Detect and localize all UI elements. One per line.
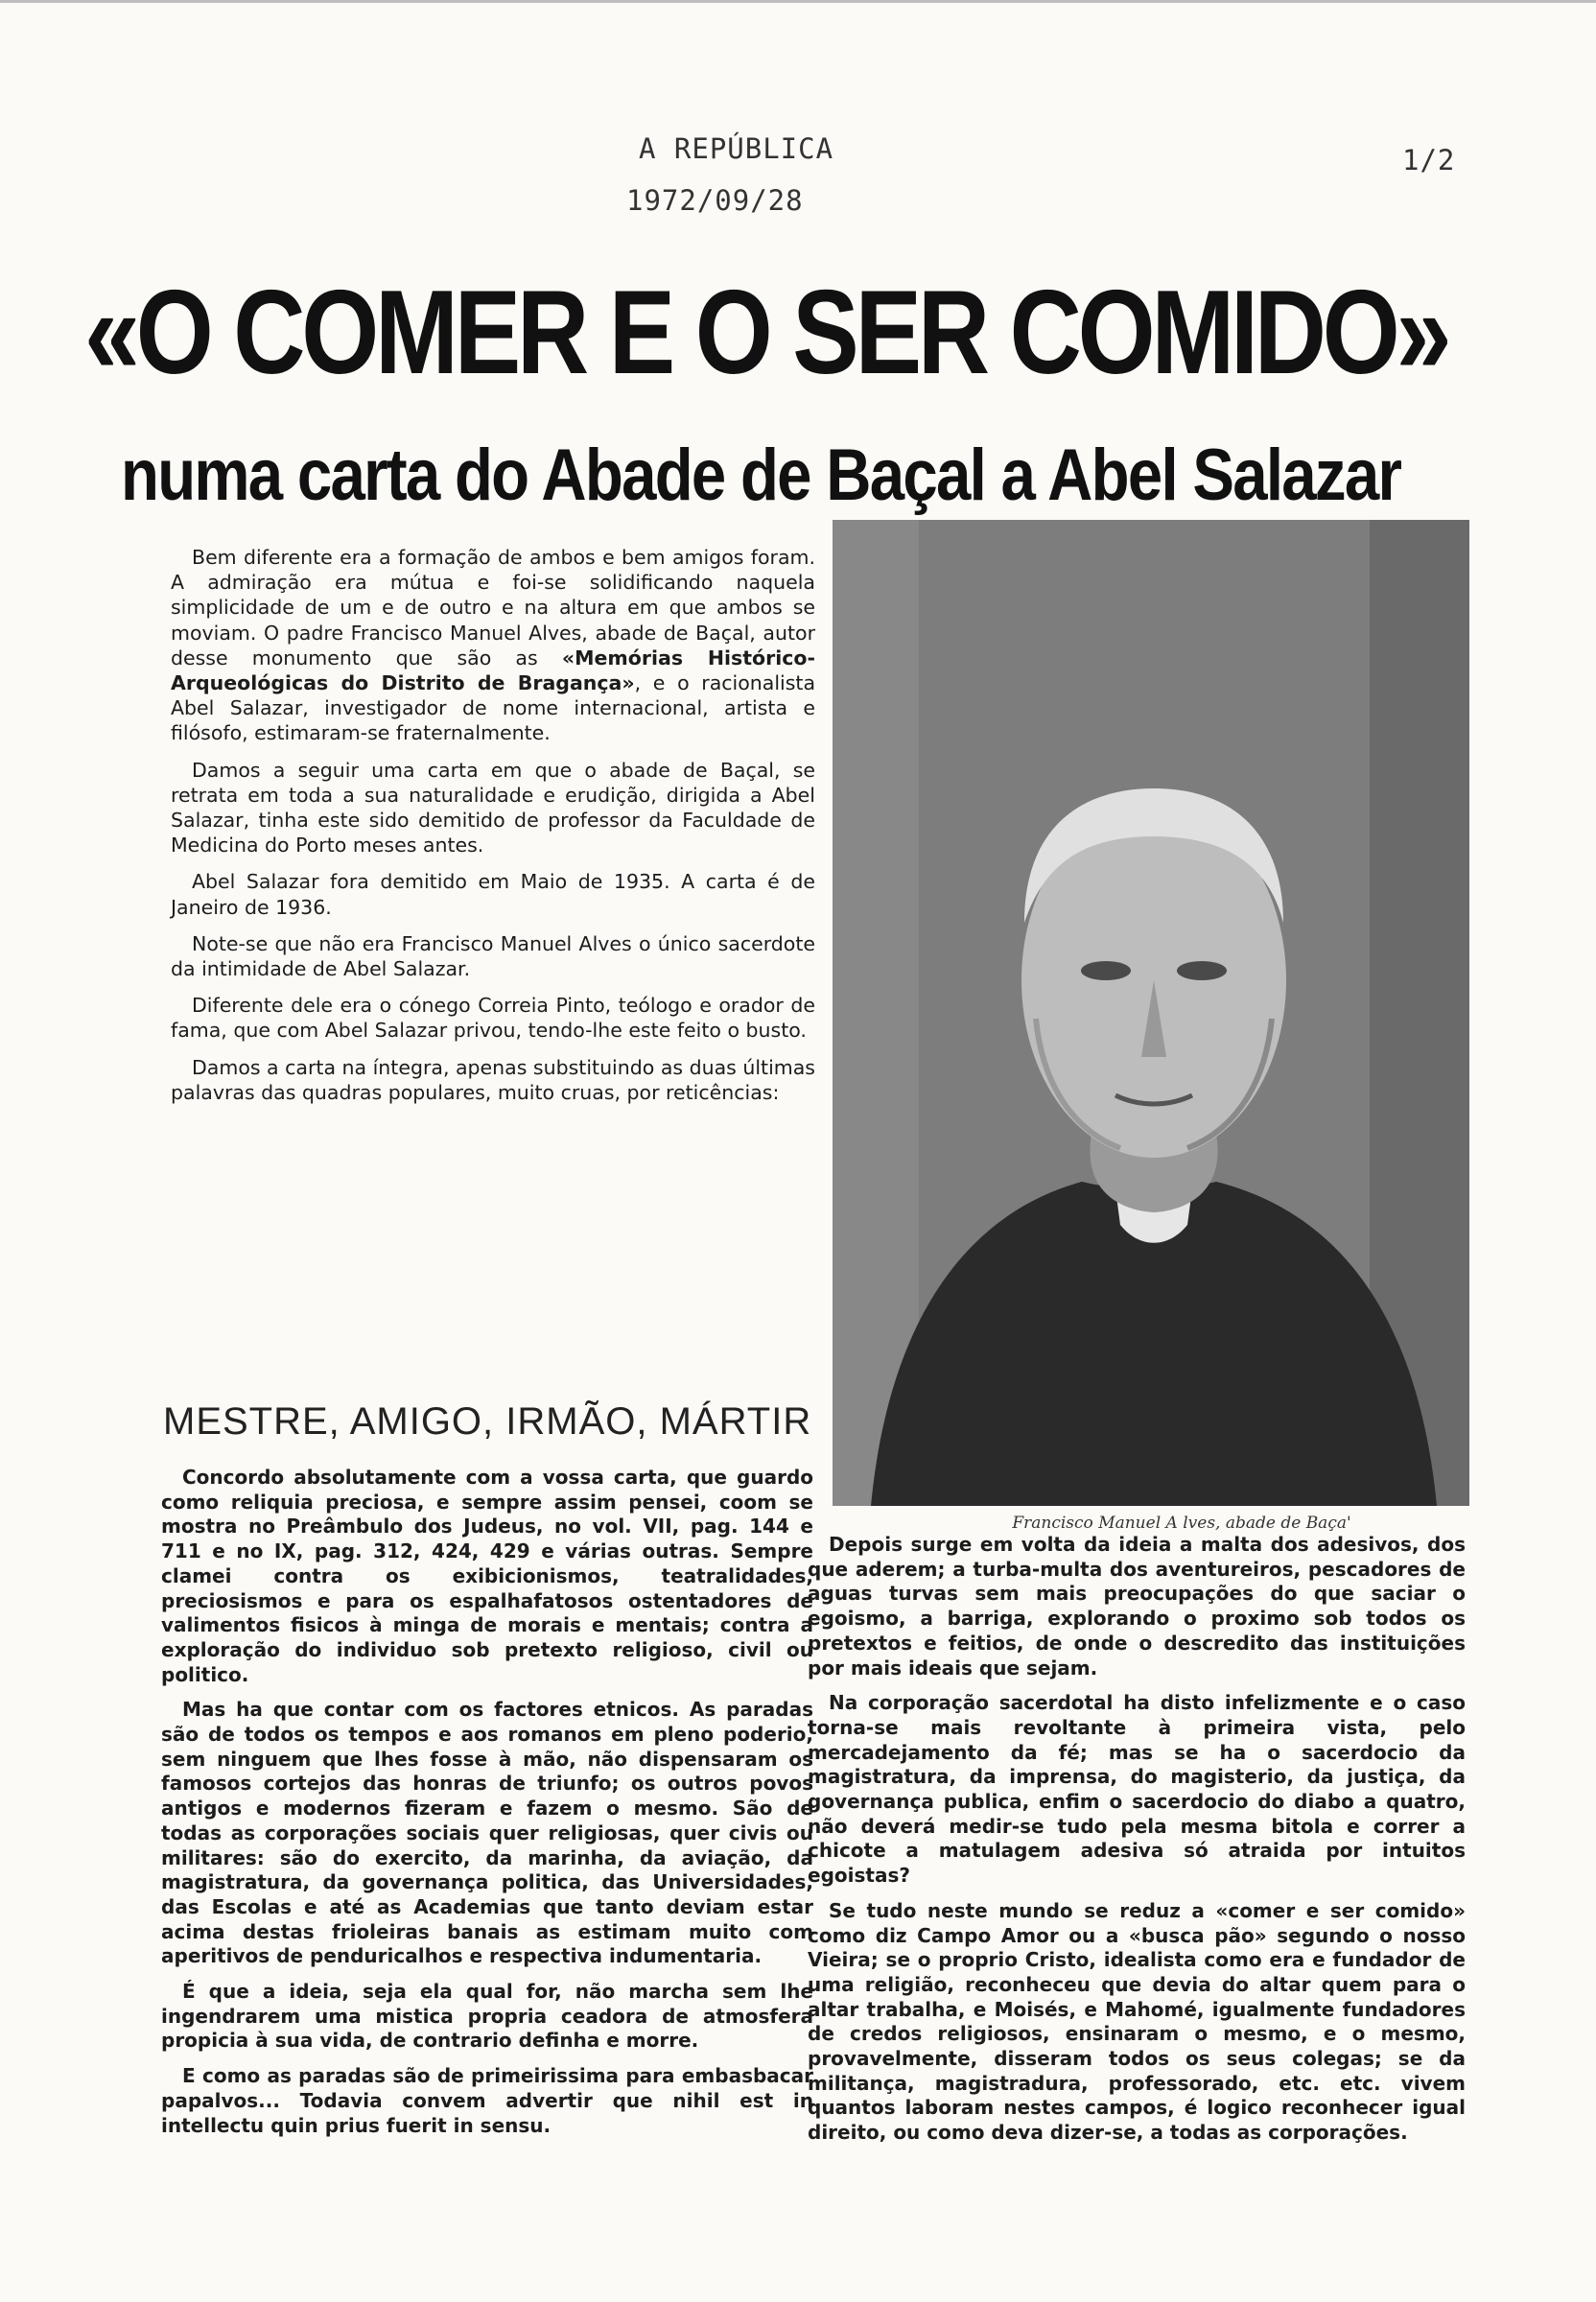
letter-paragraph: Depois surge em volta da ideia a malta dos adesivos, dos que aderem; a turba-multa dos aventureiros, pescadores de aguas turvas sem mais preocupações do que saciar o egoismo, a barriga, explorando o proximo sob todos os pretextos e feitios, de onde o descredito das instituições por mais ideais que sejam. — [808, 1533, 1466, 1680]
letter-paragraph: É que a ideia, seja ela qual for, não marcha sem lhe ingendrarem uma mistica propria ceadora de atmosfera propicia à sua vida, de contrario definha e morre. — [161, 1980, 813, 2053]
intro-paragraph: Damos a seguir uma carta em que o abade de Baçal, se retrata em toda a sua naturalidade e erudição, dirigida a Abel Salazar, tinha este sido demitido de professor da Faculdade de Medicina do Porto meses antes. — [171, 758, 815, 857]
intro-paragraph: Damos a carta na íntegra, apenas substituindo as duas últimas palavras das quadras populares, muito cruas, por reticências: — [171, 1055, 815, 1104]
letter-paragraph: Se tudo neste mundo se reduz a «comer e ser comido» como diz Campo Amor ou a «busca pão» segundo o nosso Vieira; se o proprio Cristo, idealista como era e fundador de uma religião, reconheceu que devia do altar quem para o altar trabalha, e Moisés, e Mahomé, igualmente fundadores de credos religiosos, ensinaram o mesmo, e o mesmo, provavelmente, disseram todos os seus colegas; se da militança, magistradura, professorado, etc. etc. vivem quantos laboram nestes campos, é logico reconhecer igual direito, ou como deva dizer-se, a todas as corporações. — [808, 1898, 1466, 2145]
publication-date: 1972/09/28 — [626, 184, 804, 217]
intro-paragraph: Diferente dele era o cónego Correia Pinto, teólogo e orador de fama, que com Abel Salazar privou, tendo-lhe este feito o busto. — [171, 994, 815, 1043]
book-title: «Memórias Histórico-Arqueológicas do Distrito de Bragança» — [171, 646, 816, 695]
portrait-photo — [833, 520, 1469, 1506]
letter-paragraph: Na corporação sacerdotal ha disto infelizmente e o caso torna-se mais revoltante à primeira vista, pelo mercadejamento da fé; mas se ha o sacerdocio da magistratura, da imprensa, do magisterio, da justiça, da governança publica, enfim o sacerdocio do diabo a quatro, não deverá medir-se tudo pela mesma bitola e correr a chicote a matulagem adesiva só atraida por intuitos egoistas? — [808, 1691, 1466, 1888]
intro-column — [171, 545, 815, 1116]
portrait-illustration — [833, 520, 1469, 1506]
intro-paragraph: Abel Salazar fora demitido em Maio de 1935. A carta é de Janeiro de 1936. — [171, 870, 815, 919]
headline: «O COMER E O SER COMIDO» — [84, 267, 1448, 399]
letter-column-left — [161, 1466, 813, 2149]
letter-paragraph: Concordo absolutamente com a vossa carta, que guardo como reliquia preciosa, e sempre assim pensei, coom se mostra no Preâmbulo dos Judeus, no vol. VII, pag. 144 e 711 e no IX, pag. 312, 424, 429 e várias outras. Sempre clamei contra os exibicionismos, teatralidades, preciosismos e para os espalhafatosos ostentadores de valimentos fisicos à minga de morais e mentais; contra a exploração do individuo sob pretexto religioso, civil ou politico. — [161, 1466, 813, 1686]
letter-column-right — [808, 1533, 1466, 2156]
photo-caption: Francisco Manuel A lves, abade de Baça' — [1012, 1514, 1351, 1533]
top-border — [0, 0, 1596, 3]
intro-text: , e o racionalista Abel Salazar, investigador de nome internacional, artista e filósofo, estimaram-se fraternalmente. — [171, 671, 816, 745]
subheadline: numa carta do Abade de Baçal a Abel Salazar — [121, 435, 1401, 516]
page-number: 1/2 — [1402, 144, 1456, 176]
publication-name: A REPÚBLICA — [639, 132, 834, 165]
letter-paragraph: E como as paradas são de primeirissima para embasbacar papalvos... Todavia convem advertir que nihil est in intellectu quin prius fuerit in sensu. — [161, 2064, 813, 2137]
section-title: MESTRE, AMIGO, IRMÃO, MÁRTIR — [163, 1400, 812, 1443]
intro-paragraph — [171, 545, 815, 746]
intro-paragraph: Note-se que não era Francisco Manuel Alves o único sacerdote da intimidade de Abel Salazar. — [171, 931, 815, 981]
intro-text: Bem diferente era a formação de ambos e bem amigos foram. A admiração era mútua e foi-se solidificando naquela simplicidade de um e de outro e na altura em que ambos se moviam. O padre Francisco Manuel Alves, abade de Baçal, autor desse monumento que são as — [171, 546, 815, 669]
letter-paragraph: Mas ha que contar com os factores etnicos. As paradas são de todos os tempos e aos romanos em pleno poderio, sem ninguem que lhes fosse à mão, não dispensaram os famosos cortejos das honras de triunfo; os outros povos antigos e modernos fizeram e fazem o mesmo. São de todas as corporações sociais quer religiosas, quer civis ou militares: são do exercito, da marinha, da aviação, da magistratura, da governança politica, das Universidades, das Escolas e até as Academias que tanto deviam estar acima destas frioleiras banais as estimam muito com aperitivos de penduricalhos e respectiva indumentaria. — [161, 1698, 813, 1968]
